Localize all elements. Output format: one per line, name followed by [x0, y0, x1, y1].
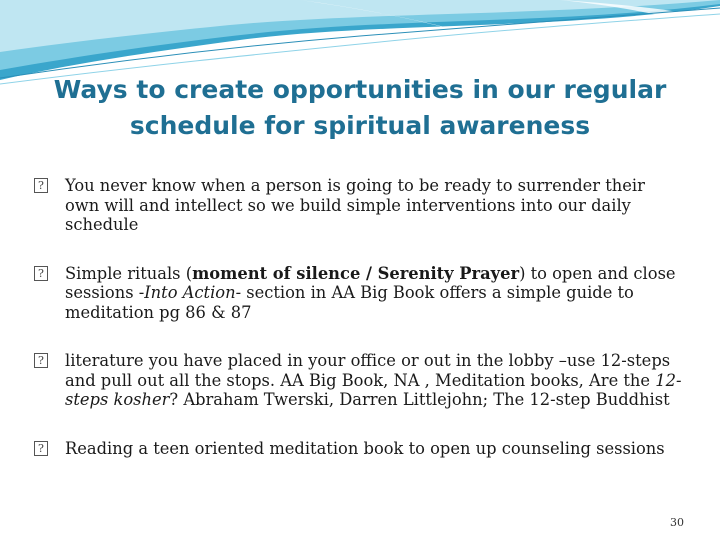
- bullet-list: [34, 176, 684, 458]
- slide-title: [40, 72, 680, 144]
- title-line-2: schedule for spiritual awareness: [129, 111, 591, 140]
- missing-glyph-bullet-icon: ?: [34, 353, 48, 368]
- bullet-text: [65, 439, 665, 458]
- bullet-segment: ) to open and close sessions -: [65, 263, 676, 302]
- bullet-segment: section in AA Big Book offers a simple guide to meditation pg 86 & 87: [65, 283, 634, 322]
- bullet-segment-italic: Into Action-: [144, 283, 242, 302]
- title-line-1: Ways to create opportunities in our regular: [53, 75, 667, 104]
- missing-glyph-bullet-icon: ?: [34, 441, 48, 456]
- bullet-segment: ? Abraham Twerski, Darren Littlejohn; The 12-step Buddhist: [169, 390, 670, 409]
- bullet-segment-italic: 12-steps kosher: [65, 370, 682, 409]
- bullet-text: [65, 264, 676, 322]
- bullet-item: [34, 351, 684, 410]
- bullet-segment: You never know when a person is going to be ready to surrender their own will and intellect so we build simple interventions into our daily schedule: [65, 176, 645, 234]
- page-number: 30: [670, 516, 684, 529]
- bullet-item: [34, 176, 684, 235]
- bullet-text: [65, 351, 681, 409]
- bullet-segment: Reading a teen oriented meditation book to open up counseling sessions: [65, 438, 665, 458]
- bullet-segment: Simple rituals (: [65, 263, 193, 283]
- bullet-segment-bold: moment of silence / Serenity Prayer: [192, 263, 520, 283]
- bullet-item: [34, 439, 684, 459]
- bullet-item: [34, 264, 684, 323]
- missing-glyph-bullet-icon: ?: [34, 266, 48, 281]
- bullet-text: [65, 176, 645, 234]
- bullet-segment: literature you have placed in your office or out in the lobby –use 12-steps and pull out all the stops. AA Big Book, NA , Meditation books, Are the: [65, 351, 671, 390]
- missing-glyph-bullet-icon: ?: [34, 178, 48, 193]
